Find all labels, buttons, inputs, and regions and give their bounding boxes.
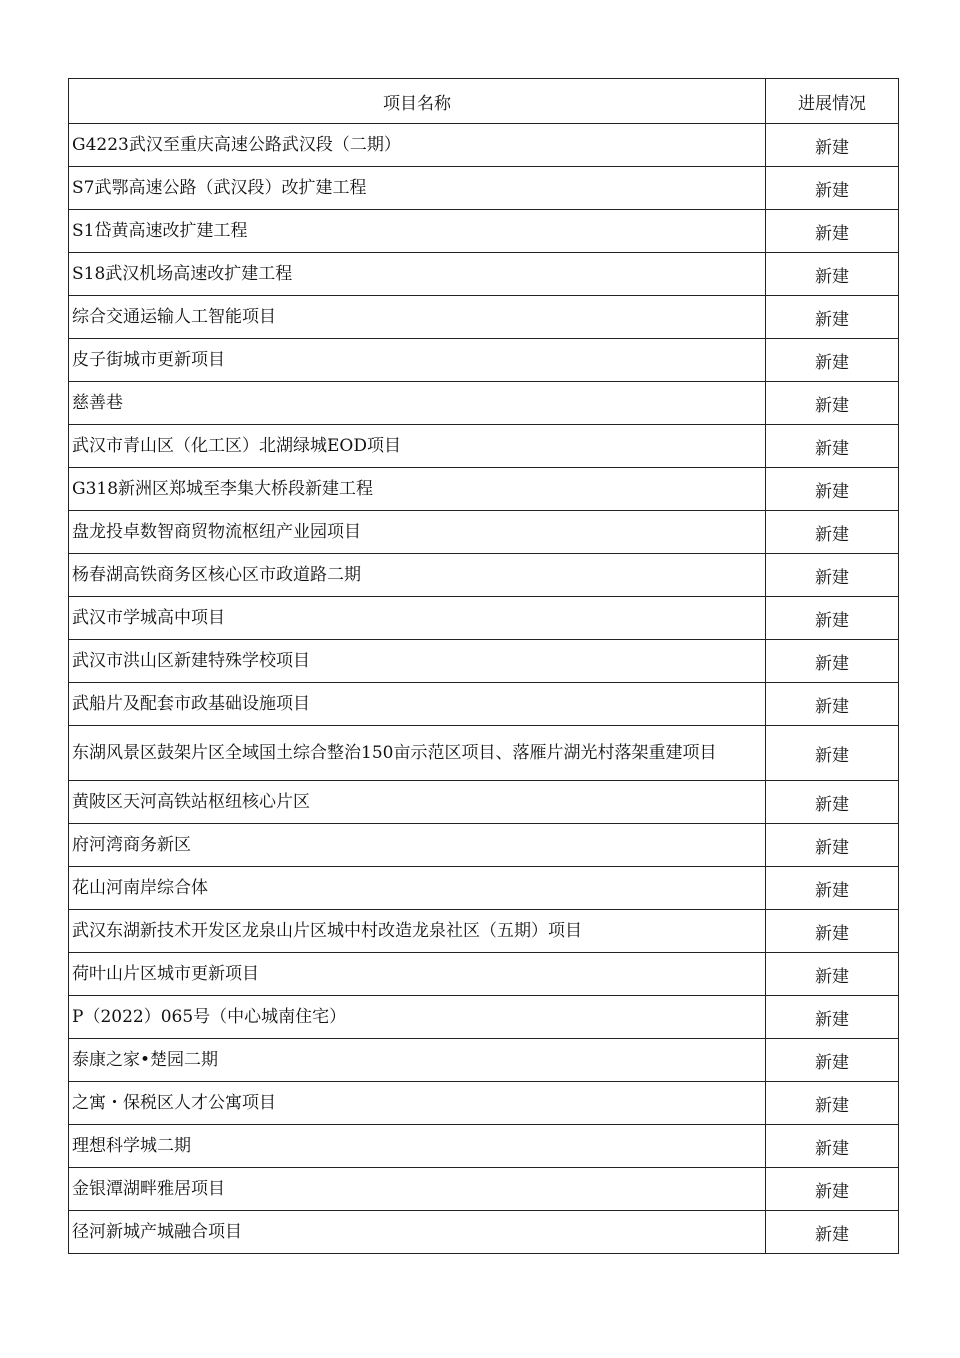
project-name-cell: S7武鄂高速公路（武汉段）改扩建工程 <box>69 167 766 210</box>
project-name-cell: 武汉市青山区（化工区）北湖绿城EOD项目 <box>69 425 766 468</box>
table-row <box>69 425 899 468</box>
status-cell: 新建 <box>766 382 899 425</box>
table-header-row <box>69 79 899 124</box>
status-cell: 新建 <box>766 339 899 382</box>
table-row <box>69 910 899 953</box>
status-cell: 新建 <box>766 1168 899 1211</box>
project-name-cell: 慈善巷 <box>69 382 766 425</box>
status-cell: 新建 <box>766 167 899 210</box>
status-cell: 新建 <box>766 468 899 511</box>
status-cell: 新建 <box>766 996 899 1039</box>
project-name-cell: 泰康之家•楚园二期 <box>69 1039 766 1082</box>
table-row <box>69 554 899 597</box>
project-name-cell: G4223武汉至重庆高速公路武汉段（二期） <box>69 124 766 167</box>
table-row <box>69 781 899 824</box>
table-row <box>69 953 899 996</box>
table-row <box>69 996 899 1039</box>
project-name-cell: 武汉东湖新技术开发区龙泉山片区城中村改造龙泉社区（五期）项目 <box>69 910 766 953</box>
status-cell: 新建 <box>766 1125 899 1168</box>
status-cell: 新建 <box>766 1039 899 1082</box>
project-name-cell: 盘龙投卓数智商贸物流枢纽产业园项目 <box>69 511 766 554</box>
status-cell: 新建 <box>766 1082 899 1125</box>
status-cell: 新建 <box>766 210 899 253</box>
project-name-cell: 花山河南岸综合体 <box>69 867 766 910</box>
table-row <box>69 1168 899 1211</box>
table-row <box>69 339 899 382</box>
project-table <box>68 78 899 1254</box>
project-name-cell: 东湖风景区鼓架片区全域国土综合整治150亩示范区项目、落雁片湖光村落架重建项目 <box>69 726 766 781</box>
table-row <box>69 124 899 167</box>
status-cell: 新建 <box>766 511 899 554</box>
project-name-cell: 径河新城产城融合项目 <box>69 1211 766 1254</box>
project-name-cell: 理想科学城二期 <box>69 1125 766 1168</box>
project-name-cell: S18武汉机场高速改扩建工程 <box>69 253 766 296</box>
status-cell: 新建 <box>766 554 899 597</box>
table-row <box>69 867 899 910</box>
project-name-cell: 综合交通运输人工智能项目 <box>69 296 766 339</box>
table-row <box>69 726 899 781</box>
table-row <box>69 597 899 640</box>
table-row <box>69 382 899 425</box>
table-row <box>69 640 899 683</box>
table-row <box>69 824 899 867</box>
status-cell: 新建 <box>766 425 899 468</box>
status-cell: 新建 <box>766 253 899 296</box>
project-name-cell: 武船片及配套市政基础设施项目 <box>69 683 766 726</box>
table-row <box>69 1039 899 1082</box>
project-name-cell: S1岱黄高速改扩建工程 <box>69 210 766 253</box>
table-row <box>69 1082 899 1125</box>
status-cell: 新建 <box>766 953 899 996</box>
table-row <box>69 296 899 339</box>
table-row <box>69 468 899 511</box>
project-name-cell: 府河湾商务新区 <box>69 824 766 867</box>
status-cell: 新建 <box>766 867 899 910</box>
status-cell: 新建 <box>766 910 899 953</box>
header-progress-status: 进展情况 <box>766 79 899 124</box>
status-cell: 新建 <box>766 781 899 824</box>
project-name-cell: 杨春湖高铁商务区核心区市政道路二期 <box>69 554 766 597</box>
table-row <box>69 1211 899 1254</box>
project-name-cell: 黄陂区天河高铁站枢纽核心片区 <box>69 781 766 824</box>
project-name-cell: 武汉市学城高中项目 <box>69 597 766 640</box>
status-cell: 新建 <box>766 726 899 781</box>
header-project-name: 项目名称 <box>69 79 766 124</box>
table-row <box>69 210 899 253</box>
project-name-cell: P（2022）065号（中心城南住宅） <box>69 996 766 1039</box>
status-cell: 新建 <box>766 296 899 339</box>
status-cell: 新建 <box>766 1211 899 1254</box>
status-cell: 新建 <box>766 824 899 867</box>
project-name-cell: 荷叶山片区城市更新项目 <box>69 953 766 996</box>
table-row <box>69 683 899 726</box>
project-name-cell: 之寓・保税区人才公寓项目 <box>69 1082 766 1125</box>
table-row <box>69 1125 899 1168</box>
project-name-cell: 金银潭湖畔雅居项目 <box>69 1168 766 1211</box>
table-row <box>69 253 899 296</box>
status-cell: 新建 <box>766 124 899 167</box>
table-row <box>69 511 899 554</box>
project-table-container <box>68 78 898 1254</box>
status-cell: 新建 <box>766 597 899 640</box>
project-name-cell: 皮子街城市更新项目 <box>69 339 766 382</box>
status-cell: 新建 <box>766 683 899 726</box>
project-name-cell: 武汉市洪山区新建特殊学校项目 <box>69 640 766 683</box>
status-cell: 新建 <box>766 640 899 683</box>
table-row <box>69 167 899 210</box>
project-name-cell: G318新洲区郑城至李集大桥段新建工程 <box>69 468 766 511</box>
